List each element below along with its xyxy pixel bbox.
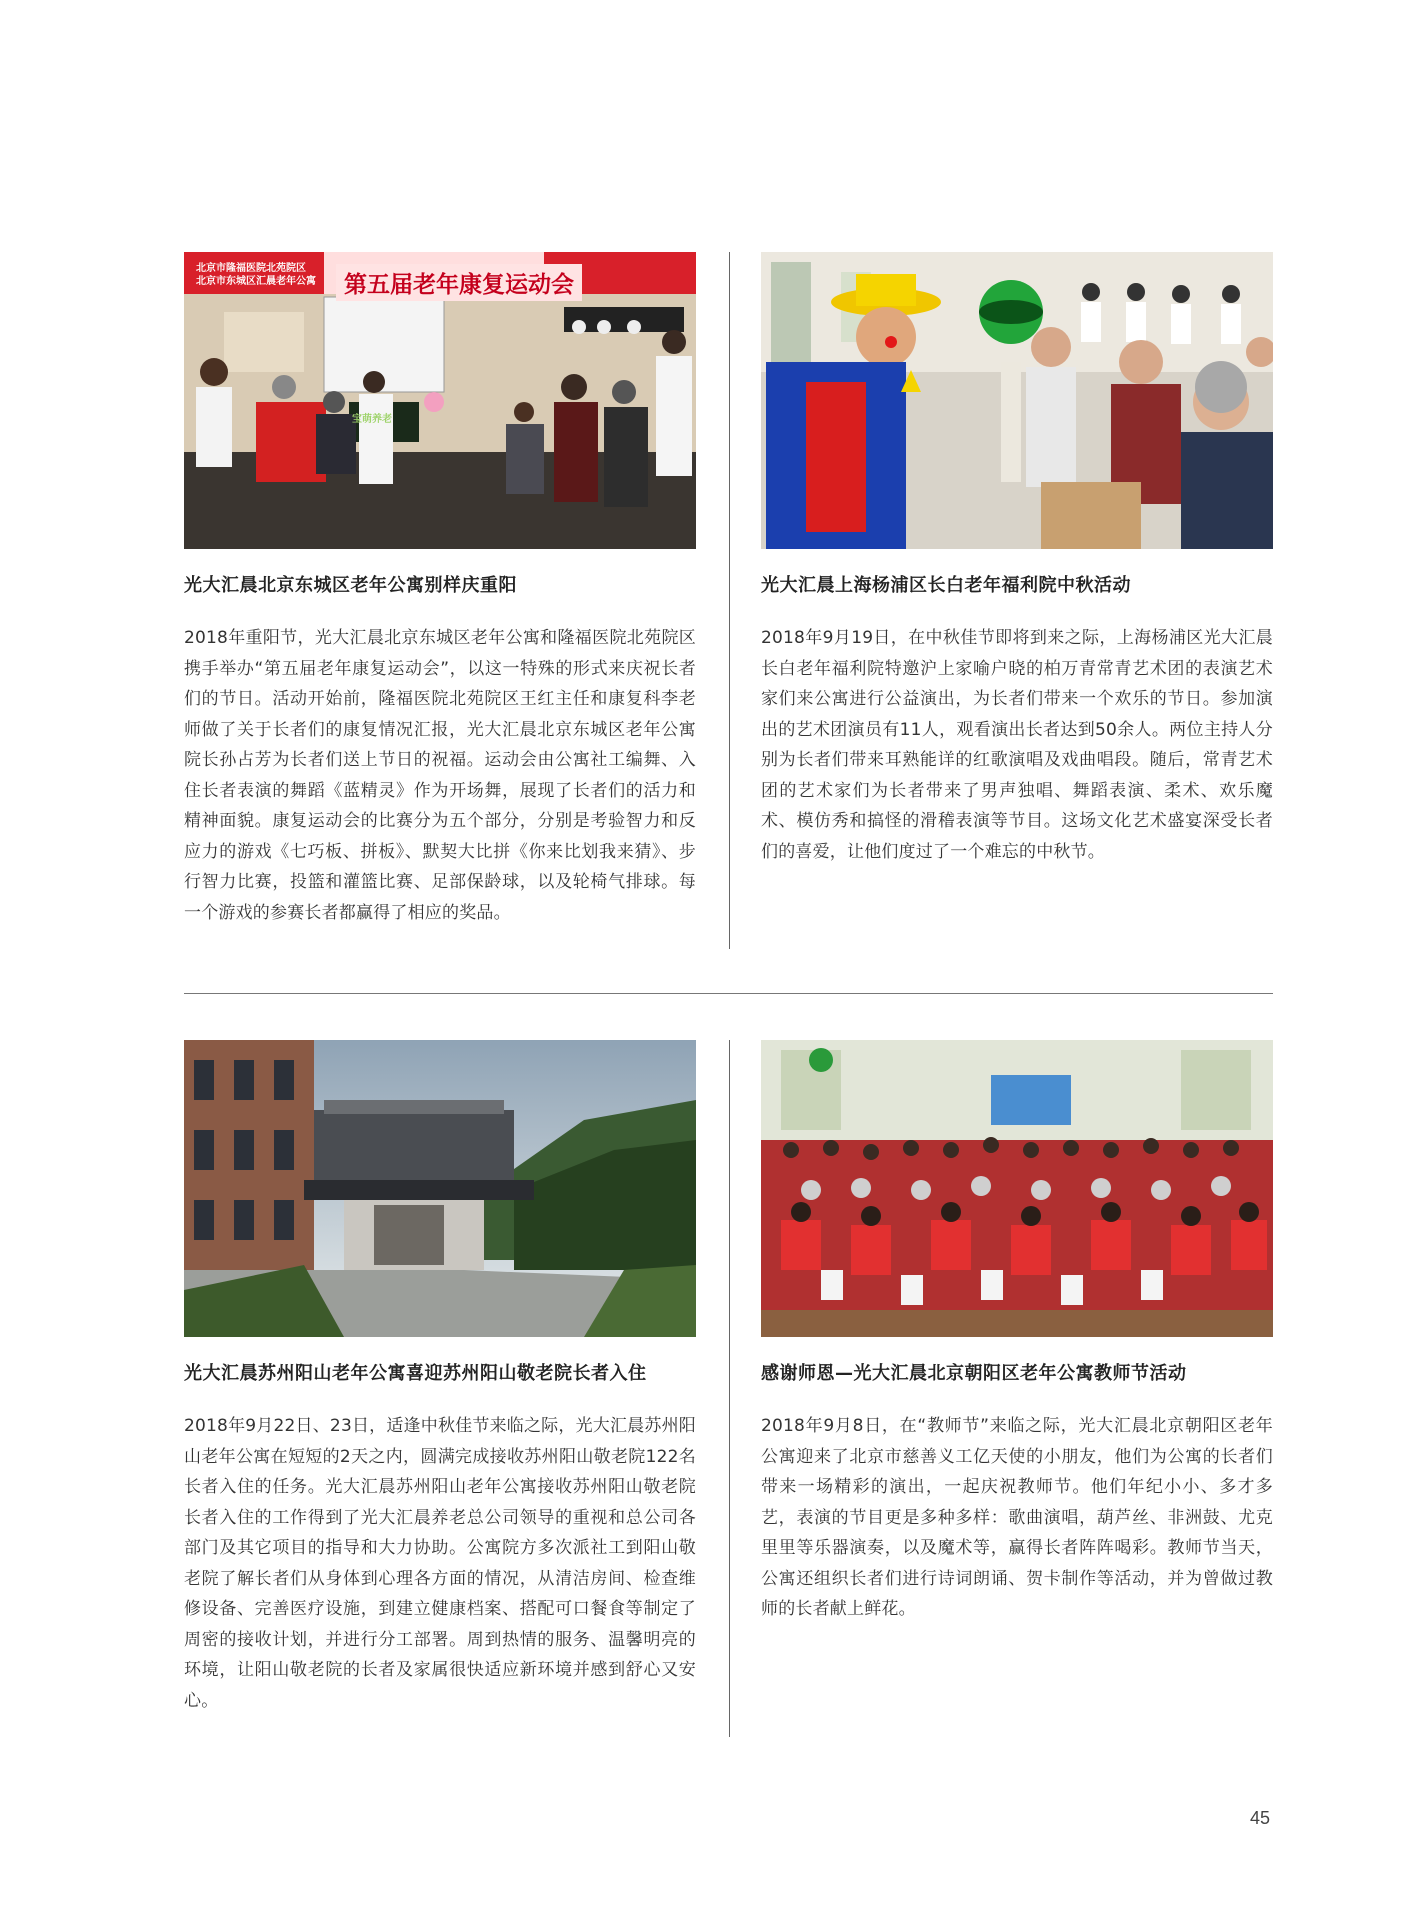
- photo-teachers-day-group: [761, 1040, 1273, 1337]
- stage-sign: 宝萌养老: [352, 414, 392, 425]
- photo-rehab-sports-meet: [184, 252, 696, 549]
- row-divider: [184, 993, 1273, 994]
- article-body: 2018年9月8日，在“教师节”来临之际，光大汇晨北京朝阳区老年公寓迎来了北京市慈善义工亿天使的小朋友，他们为公寓的长者们带来一场精彩的演出，一起庆祝教师节。他们年纪小小、多才多艺，表演的节目更是多种多样：歌曲演唱，葫芦丝、非洲鼓、尤克里里等乐器演奏，以及魔术等，赢得长者阵阵喝彩。教师节当天，公寓还组织长者们进行诗词朗诵、贺卡制作等活动，并为曾做过教师的长者献上鲜花。: [761, 1416, 1273, 1619]
- banner-event-title: 第五届老年康复运动会: [336, 264, 582, 301]
- article-chaoyang: [761, 1040, 1273, 1625]
- article-title: 感谢师恩—光大汇晨北京朝阳区老年公寓教师节活动: [761, 1363, 1187, 1384]
- banner-line-2: 北京市东城区汇晨老年公寓: [196, 276, 316, 287]
- page-number: 45: [1250, 1808, 1271, 1828]
- banner-hospital-names: [196, 262, 316, 288]
- article-body: 2018年9月19日，在中秋佳节即将到来之际，上海杨浦区光大汇晨长白老年福利院特邀沪上家喻户晓的柏万青常青艺术团的表演艺术家们来公寓进行公益演出，为长者们带来一个欢乐的节日。参加演出的艺术团演员有11人，观看演出长者达到50余人。两位主持人分别为长者们带来耳熟能详的红歌演唱及戏曲唱段。随后，常青艺术团的艺术家们为长者带来了男声独唱、舞蹈表演、柔术、欢乐魔术、模仿秀和搞怪的滑稽表演等节目。这场文化艺术盛宴深受长者们的喜爱，让他们度过了一个难忘的中秋节。: [761, 628, 1273, 862]
- banner-line-1: 北京市隆福医院北苑院区: [196, 263, 306, 274]
- article-dongcheng: [184, 252, 696, 928]
- column-divider: [729, 1040, 730, 1737]
- photo-yangshan-building: [184, 1040, 696, 1337]
- article-title: 光大汇晨北京东城区老年公寓别样庆重阳: [184, 575, 517, 596]
- column-divider: [729, 252, 730, 949]
- article-body: 2018年重阳节，光大汇晨北京东城区老年公寓和隆福医院北苑院区携手举办“第五届老年康复运动会”，以这一特殊的形式来庆祝长者们的节日。活动开始前，隆福医院北苑院区王红主任和康复科李老师做了关于长者们的康复情况汇报，光大汇晨北京东城区老年公寓院长孙占芳为长者们送上节日的祝福。运动会由公寓社工编舞、入住长者表演的舞蹈《蓝精灵》作为开场舞，展现了长者们的活力和精神面貌。康复运动会的比赛分为五个部分，分别是考验智力和反应力的游戏《七巧板、拼板》、默契大比拼《你来比划我来猜》、步行智力比赛，投篮和灌篮比赛、足部保龄球，以及轮椅气排球。每一个游戏的参赛长者都赢得了相应的奖品。: [184, 628, 696, 923]
- article-title: 光大汇晨苏州阳山老年公寓喜迎苏州阳山敬老院长者入住: [184, 1363, 647, 1384]
- article-yangpu: [761, 252, 1273, 867]
- group-photo-illustration: [761, 1040, 1273, 1337]
- article-body: 2018年9月22日、23日，适逢中秋佳节来临之际，光大汇晨苏州阳山老年公寓在短短的2天之内，圆满完成接收苏州阳山敬老院122名长者入住的任务。光大汇晨苏州阳山老年公寓接收苏州阳山敬老院长者入住的工作得到了光大汇晨养老总公司领导的重视和总公司各部门及其它项目的指导和大力协助。公寓院方多次派社工到阳山敬老院了解长者们从身体到心理各方面的情况，从清洁房间、检查维修设备、完善医疗设施，到建立健康档案、搭配可口餐食等制定了周密的接收计划，并进行分工部署。周到热情的服务、温馨明亮的环境，让阳山敬老院的长者及家属很快适应新环境并感到舒心又安心。: [184, 1416, 696, 1711]
- photo-clown-performance: [761, 252, 1273, 549]
- article-title: 光大汇晨上海杨浦区长白老年福利院中秋活动: [761, 575, 1131, 596]
- clown-performance-illustration: [761, 252, 1273, 549]
- building-illustration: [184, 1040, 696, 1337]
- article-suzhou: [184, 1040, 696, 1716]
